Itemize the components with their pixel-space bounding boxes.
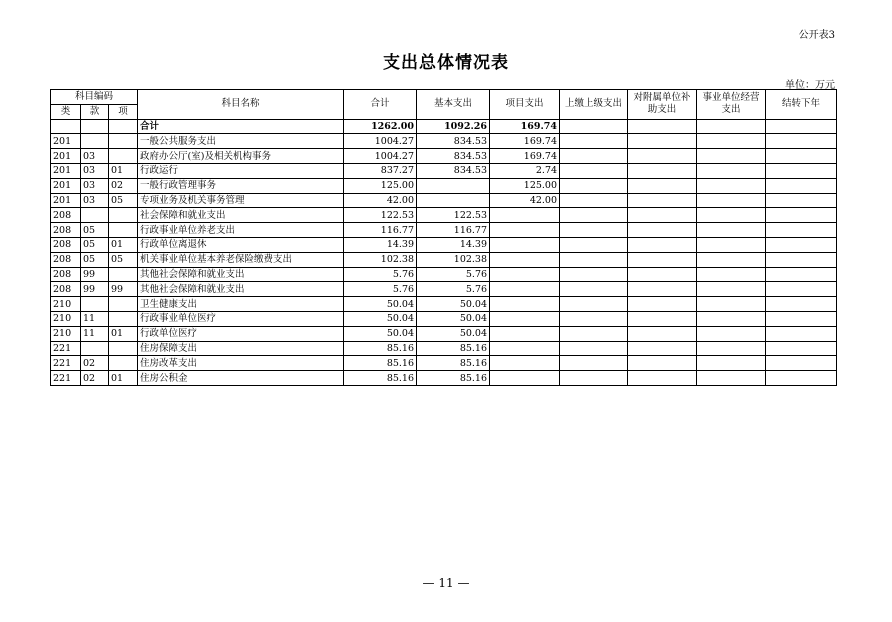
subject-name: 其他社会保障和就业支出 — [138, 267, 344, 282]
page-title: 支出总体情况表 — [383, 53, 509, 73]
empty-cell — [628, 134, 697, 149]
empty-cell — [766, 237, 837, 252]
project-value — [490, 237, 560, 252]
empty-cell — [628, 163, 697, 178]
empty-cell — [560, 134, 628, 149]
header-carryover: 结转下年 — [766, 90, 837, 120]
basic-value: 122.53 — [417, 208, 490, 223]
empty-cell — [766, 297, 837, 312]
code-lei: 208 — [51, 252, 81, 267]
code-xiang: 01 — [109, 237, 138, 252]
code-kuan — [81, 208, 109, 223]
code-kuan: 03 — [81, 193, 109, 208]
code-lei: 208 — [51, 237, 81, 252]
subject-name: 行政单位离退休 — [138, 237, 344, 252]
empty-cell — [628, 178, 697, 193]
code-xiang — [109, 119, 138, 134]
subject-name: 行政事业单位养老支出 — [138, 223, 344, 238]
empty-cell — [560, 252, 628, 267]
header-subsidy: 对附属单位补助支出 — [628, 90, 697, 120]
basic-value: 834.53 — [417, 163, 490, 178]
code-kuan: 03 — [81, 163, 109, 178]
total-value: 50.04 — [344, 311, 417, 326]
empty-cell — [628, 341, 697, 356]
form-label: 公开表3 — [798, 30, 835, 41]
total-row — [51, 119, 837, 134]
empty-cell — [560, 223, 628, 238]
code-kuan: 02 — [81, 356, 109, 371]
empty-cell — [628, 252, 697, 267]
project-value — [490, 311, 560, 326]
empty-cell — [766, 326, 837, 341]
empty-cell — [560, 149, 628, 164]
project-value — [490, 341, 560, 356]
code-lei: 201 — [51, 134, 81, 149]
code-lei — [51, 119, 81, 134]
total-value: 50.04 — [344, 326, 417, 341]
empty-cell — [628, 297, 697, 312]
code-kuan: 03 — [81, 149, 109, 164]
basic-value: 5.76 — [417, 282, 490, 297]
empty-cell — [766, 341, 837, 356]
table-row — [51, 311, 837, 326]
empty-cell — [697, 208, 766, 223]
code-lei: 208 — [51, 223, 81, 238]
project-value: 125.00 — [490, 178, 560, 193]
empty-cell — [628, 237, 697, 252]
code-kuan: 11 — [81, 311, 109, 326]
empty-cell — [766, 356, 837, 371]
total-value: 122.53 — [344, 208, 417, 223]
empty-cell — [697, 134, 766, 149]
empty-cell — [560, 119, 628, 134]
subject-name: 合计 — [138, 119, 344, 134]
code-xiang: 05 — [109, 252, 138, 267]
code-xiang — [109, 311, 138, 326]
subject-name: 社会保障和就业支出 — [138, 208, 344, 223]
empty-cell — [766, 371, 837, 386]
table-row — [51, 193, 837, 208]
header-total: 合计 — [344, 90, 417, 120]
total-value: 1004.27 — [344, 149, 417, 164]
total-value: 1004.27 — [344, 134, 417, 149]
code-xiang: 02 — [109, 178, 138, 193]
empty-cell — [766, 311, 837, 326]
code-lei: 221 — [51, 341, 81, 356]
empty-cell — [766, 223, 837, 238]
code-xiang — [109, 223, 138, 238]
header-basic: 基本支出 — [417, 90, 490, 120]
empty-cell — [560, 297, 628, 312]
code-lei: 208 — [51, 208, 81, 223]
code-lei: 201 — [51, 193, 81, 208]
code-lei: 201 — [51, 178, 81, 193]
empty-cell — [628, 371, 697, 386]
basic-value: 1092.26 — [417, 119, 490, 134]
total-value: 85.16 — [344, 356, 417, 371]
table-row — [51, 297, 837, 312]
empty-cell — [766, 252, 837, 267]
total-value: 116.77 — [344, 223, 417, 238]
table-row — [51, 237, 837, 252]
project-value — [490, 356, 560, 371]
empty-cell — [697, 252, 766, 267]
empty-cell — [628, 149, 697, 164]
code-kuan: 11 — [81, 326, 109, 341]
header-subject-code: 科目编码 — [51, 90, 138, 105]
total-value: 85.16 — [344, 341, 417, 356]
table-body — [51, 119, 837, 385]
basic-value: 85.16 — [417, 371, 490, 386]
code-kuan: 99 — [81, 267, 109, 282]
project-value — [490, 326, 560, 341]
empty-cell — [766, 134, 837, 149]
basic-value: 102.38 — [417, 252, 490, 267]
empty-cell — [628, 267, 697, 282]
empty-cell — [560, 163, 628, 178]
empty-cell — [697, 267, 766, 282]
code-lei: 201 — [51, 163, 81, 178]
subject-name: 其他社会保障和就业支出 — [138, 282, 344, 297]
basic-value: 116.77 — [417, 223, 490, 238]
empty-cell — [560, 267, 628, 282]
code-xiang — [109, 149, 138, 164]
table-row — [51, 326, 837, 341]
empty-cell — [560, 326, 628, 341]
code-kuan — [81, 134, 109, 149]
subject-name: 行政单位医疗 — [138, 326, 344, 341]
subject-name: 住房改革支出 — [138, 356, 344, 371]
code-lei: 221 — [51, 371, 81, 386]
total-value: 125.00 — [344, 178, 417, 193]
empty-cell — [697, 237, 766, 252]
basic-value: 50.04 — [417, 326, 490, 341]
empty-cell — [697, 371, 766, 386]
table-row — [51, 356, 837, 371]
header-remit-upper: 上缴上级支出 — [560, 90, 628, 120]
code-xiang: 01 — [109, 326, 138, 341]
total-value: 837.27 — [344, 163, 417, 178]
code-lei: 210 — [51, 297, 81, 312]
basic-value: 14.39 — [417, 237, 490, 252]
basic-value: 85.16 — [417, 356, 490, 371]
subject-name: 专项业务及机关事务管理 — [138, 193, 344, 208]
empty-cell — [628, 193, 697, 208]
project-value: 42.00 — [490, 193, 560, 208]
code-xiang — [109, 267, 138, 282]
table-row — [51, 208, 837, 223]
header-business: 事业单位经营支出 — [697, 90, 766, 120]
project-value — [490, 252, 560, 267]
total-value: 14.39 — [344, 237, 417, 252]
header-project: 项目支出 — [490, 90, 560, 120]
table-row — [51, 223, 837, 238]
code-xiang: 01 — [109, 163, 138, 178]
code-lei: 208 — [51, 282, 81, 297]
code-xiang — [109, 208, 138, 223]
code-kuan: 05 — [81, 237, 109, 252]
table-row — [51, 282, 837, 297]
subject-name: 机关事业单位基本养老保险缴费支出 — [138, 252, 344, 267]
empty-cell — [560, 208, 628, 223]
basic-value: 834.53 — [417, 134, 490, 149]
empty-cell — [560, 282, 628, 297]
table-row — [51, 252, 837, 267]
empty-cell — [697, 223, 766, 238]
empty-cell — [697, 297, 766, 312]
empty-cell — [560, 371, 628, 386]
total-value: 5.76 — [344, 267, 417, 282]
project-value — [490, 371, 560, 386]
code-kuan — [81, 297, 109, 312]
project-value — [490, 282, 560, 297]
code-kuan: 05 — [81, 223, 109, 238]
code-lei: 210 — [51, 326, 81, 341]
code-lei: 221 — [51, 356, 81, 371]
subject-name: 住房公积金 — [138, 371, 344, 386]
table-row — [51, 341, 837, 356]
empty-cell — [766, 119, 837, 134]
subject-name: 行政运行 — [138, 163, 344, 178]
code-xiang: 01 — [109, 371, 138, 386]
basic-value: 50.04 — [417, 311, 490, 326]
subject-name: 政府办公厅(室)及相关机构事务 — [138, 149, 344, 164]
empty-cell — [766, 208, 837, 223]
code-lei: 210 — [51, 311, 81, 326]
code-kuan — [81, 341, 109, 356]
empty-cell — [560, 178, 628, 193]
code-xiang — [109, 297, 138, 312]
table-row — [51, 267, 837, 282]
project-value: 169.74 — [490, 149, 560, 164]
total-value: 102.38 — [344, 252, 417, 267]
total-value: 50.04 — [344, 297, 417, 312]
code-kuan: 03 — [81, 178, 109, 193]
empty-cell — [628, 208, 697, 223]
code-kuan: 02 — [81, 371, 109, 386]
empty-cell — [766, 267, 837, 282]
subject-name: 行政事业单位医疗 — [138, 311, 344, 326]
empty-cell — [628, 282, 697, 297]
empty-cell — [697, 163, 766, 178]
project-value: 2.74 — [490, 163, 560, 178]
code-kuan — [81, 119, 109, 134]
project-value — [490, 267, 560, 282]
empty-cell — [697, 119, 766, 134]
total-value: 85.16 — [344, 371, 417, 386]
empty-cell — [628, 223, 697, 238]
table-row — [51, 149, 837, 164]
basic-value: 834.53 — [417, 149, 490, 164]
header-kuan: 款 — [81, 104, 109, 119]
table-row — [51, 178, 837, 193]
empty-cell — [697, 326, 766, 341]
page-number: — 11 — — [422, 576, 470, 590]
basic-value — [417, 193, 490, 208]
empty-cell — [697, 341, 766, 356]
project-value — [490, 223, 560, 238]
empty-cell — [628, 356, 697, 371]
empty-cell — [766, 282, 837, 297]
code-lei: 208 — [51, 267, 81, 282]
empty-cell — [697, 311, 766, 326]
code-xiang: 99 — [109, 282, 138, 297]
code-xiang — [109, 356, 138, 371]
code-xiang: 05 — [109, 193, 138, 208]
project-value — [490, 208, 560, 223]
code-kuan: 99 — [81, 282, 109, 297]
basic-value — [417, 178, 490, 193]
empty-cell — [697, 356, 766, 371]
empty-cell — [697, 178, 766, 193]
empty-cell — [628, 119, 697, 134]
code-xiang — [109, 134, 138, 149]
code-lei: 201 — [51, 149, 81, 164]
code-kuan: 05 — [81, 252, 109, 267]
subject-name: 一般行政管理事务 — [138, 178, 344, 193]
header-lei: 类 — [51, 104, 81, 119]
total-value: 42.00 — [344, 193, 417, 208]
empty-cell — [628, 326, 697, 341]
expenditure-table — [50, 89, 837, 386]
empty-cell — [560, 193, 628, 208]
header-subject-name: 科目名称 — [138, 90, 344, 120]
empty-cell — [560, 237, 628, 252]
empty-cell — [766, 149, 837, 164]
header-xiang: 项 — [109, 104, 138, 119]
empty-cell — [766, 193, 837, 208]
basic-value: 5.76 — [417, 267, 490, 282]
basic-value: 50.04 — [417, 297, 490, 312]
table-row — [51, 371, 837, 386]
empty-cell — [697, 193, 766, 208]
empty-cell — [697, 282, 766, 297]
empty-cell — [766, 178, 837, 193]
empty-cell — [766, 163, 837, 178]
empty-cell — [560, 311, 628, 326]
subject-name: 一般公共服务支出 — [138, 134, 344, 149]
project-value: 169.74 — [490, 119, 560, 134]
basic-value: 85.16 — [417, 341, 490, 356]
unit-label: 单位：万元 — [785, 80, 835, 91]
total-value: 1262.00 — [344, 119, 417, 134]
empty-cell — [697, 149, 766, 164]
subject-name: 住房保障支出 — [138, 341, 344, 356]
table-row — [51, 163, 837, 178]
empty-cell — [628, 311, 697, 326]
code-xiang — [109, 341, 138, 356]
subject-name: 卫生健康支出 — [138, 297, 344, 312]
empty-cell — [560, 356, 628, 371]
empty-cell — [560, 341, 628, 356]
total-value: 5.76 — [344, 282, 417, 297]
table-row — [51, 134, 837, 149]
project-value: 169.74 — [490, 134, 560, 149]
project-value — [490, 297, 560, 312]
